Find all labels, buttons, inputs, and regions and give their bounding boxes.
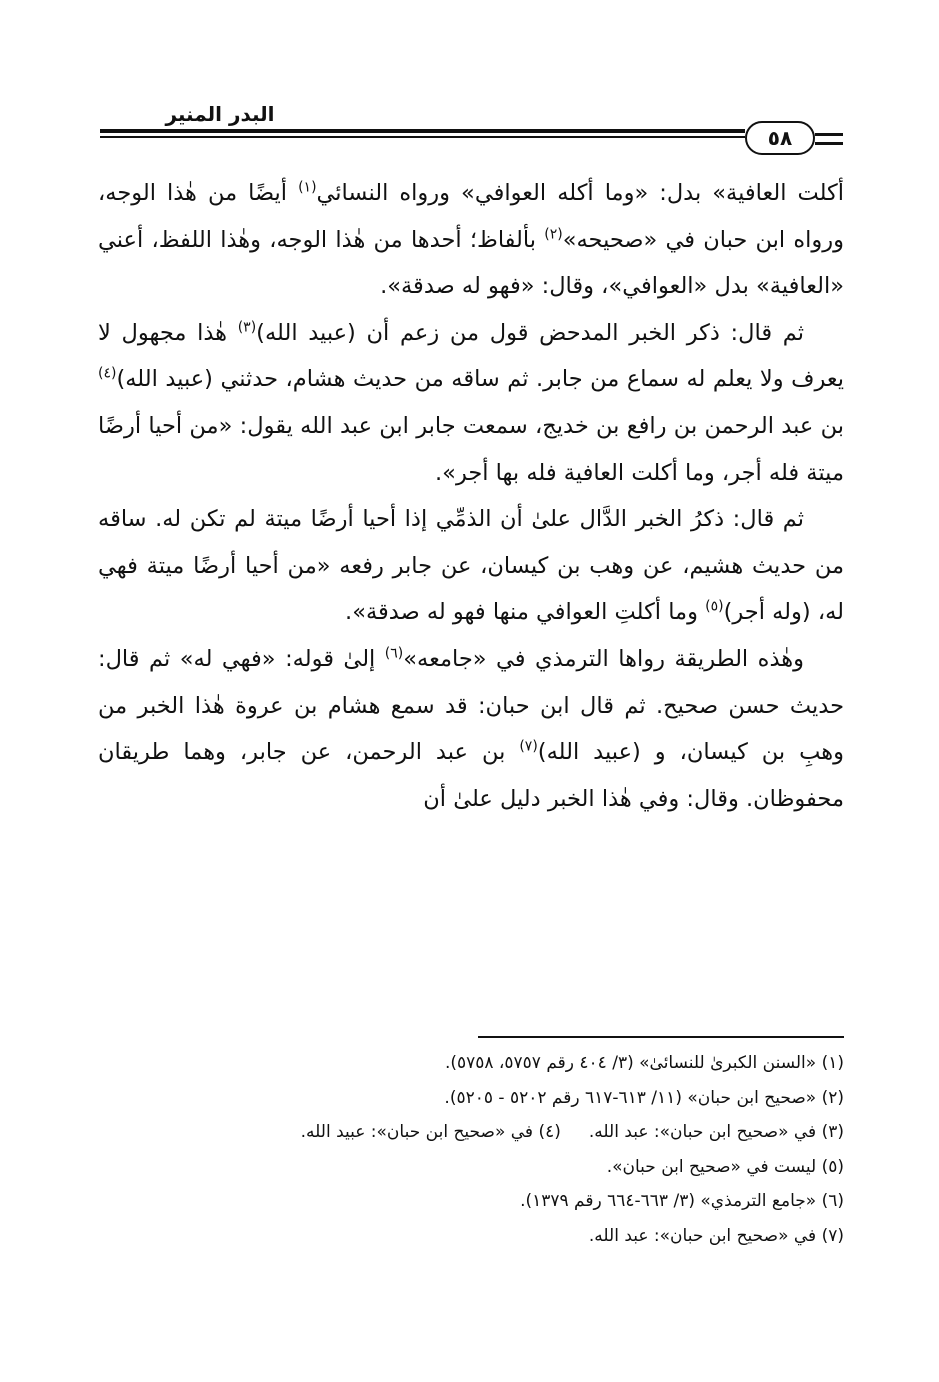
footnote-row-3-4 <box>98 1115 844 1150</box>
page-number: ٥٨ <box>745 121 815 155</box>
paragraph-1 <box>98 170 844 310</box>
paragraph-2 <box>98 310 844 496</box>
main-text <box>98 170 844 822</box>
header-rule-thin <box>100 136 745 138</box>
footnote-2: (٢) «صحيح ابن حبان» (١١/ ٦١٣-٦١٧ رقم ٥٢٠٢ - ٥٢٠٥). <box>444 1087 844 1108</box>
footnote-ref-6: (٦) <box>384 645 404 662</box>
paragraph-1-text-a: أكلت العافية» بدل: «وما أكله العوافي» ورواه النسائي <box>316 180 844 206</box>
paragraph-2-text-a: ثم قال: ذكر الخبر المدحض قول من زعم أن (عبيد الله) <box>256 319 804 346</box>
paragraph-1-text-b: أيضًا من هٰذا الوجه، ورواه ابن حبان في «صحيحه» <box>98 180 844 253</box>
footnote-5: (٥) ليست في «صحيح ابن حبان». <box>606 1156 844 1177</box>
running-title: البدر المنير <box>165 102 275 126</box>
footnote-ref-2: (٢) <box>544 226 563 243</box>
paragraph-4-text-b: إلىٰ قوله: «فهي له» ثم قال: حديث حسن صحيح. ثم قال ابن حبان: قد سمع هشام بن عروة هٰذا الخبر من وهبِ بن كيسان، و (عبيد الله) <box>98 645 844 766</box>
footnote-7: (٧) في «صحيح ابن حبان»: عبد الله. <box>588 1225 844 1246</box>
footnote-separator <box>478 1036 844 1038</box>
footnote-6: (٦) «جامع الترمذي» (٣/ ٦٦٣-٦٦٤ رقم ١٣٧٩). <box>520 1191 844 1211</box>
paragraph-4-text-a: وهٰذه الطريقة رواها الترمذي في «جامعه» <box>403 645 804 672</box>
paragraph-2-text-c: بن عبد الرحمن بن رافع بن خديج، سمعت جابر ابن عبد الله يقول: «من أحيا أرضًا ميتة فله أجر، وما أكلت العافية فله بها أجر». <box>98 412 844 486</box>
page-number-ornament-line <box>815 142 843 145</box>
footnote-3: (٣) في «صحيح ابن حبان»: عبد الله. <box>588 1122 844 1142</box>
header-rule-thick <box>100 129 745 133</box>
footnote-ref-7: (٧) <box>519 738 538 755</box>
paragraph-2-text-b: هٰذا مجهول لا يعرف ولا يعلم له سماع من جابر. ثم ساقه من حديث هشام، حدثني (عبيد الله) <box>98 319 844 393</box>
paragraph-3 <box>98 496 844 636</box>
footnote-4: (٤) في «صحيح ابن حبان»: عبيد الله. <box>300 1122 561 1142</box>
footnote-ref-1: (١) <box>298 179 317 196</box>
paragraph-1-text-c: بألفاظ؛ أحدها من هٰذا الوجه، وهٰذا اللفظ، أعني «العافية» بدل «العوافي»، وقال: «فهو له صدقة». <box>98 226 844 300</box>
footnotes <box>98 1046 844 1253</box>
paragraph-3-text-b: وما أكلتِ العوافي منها فهو له صدقة». <box>345 599 706 626</box>
footnote-1: (١) «السنن الكبرىٰ للنسائىٰ» (٣/ ٤٠٤ رقم ٥٧٥٧، ٥٧٥٨). <box>444 1053 844 1073</box>
paragraph-3-text-a: ثم قال: ذكرُ الخبر الدَّال علىٰ أن الذمِّي إذا أحيا أرضًا ميتة لم تكن له. ساقه من حديث هشيم، عن وهب بن كيسان، عن جابر رفعه «من أحيا أرضًا ميتة فهي له، (وله أجر) <box>98 506 844 626</box>
footnote-ref-5: (٥) <box>705 598 724 615</box>
footnote-ref-4: (٤) <box>98 365 117 382</box>
paragraph-4 <box>98 636 844 822</box>
footnote-ref-3: (٣) <box>237 319 257 336</box>
page-number-ornament-line <box>815 133 843 136</box>
paragraph-4-text-c: بن عبد الرحمن، عن جابر، وهما طريقان محفوظان. وقال: وفي هٰذا الخبر دليل علىٰ أن <box>98 739 844 812</box>
